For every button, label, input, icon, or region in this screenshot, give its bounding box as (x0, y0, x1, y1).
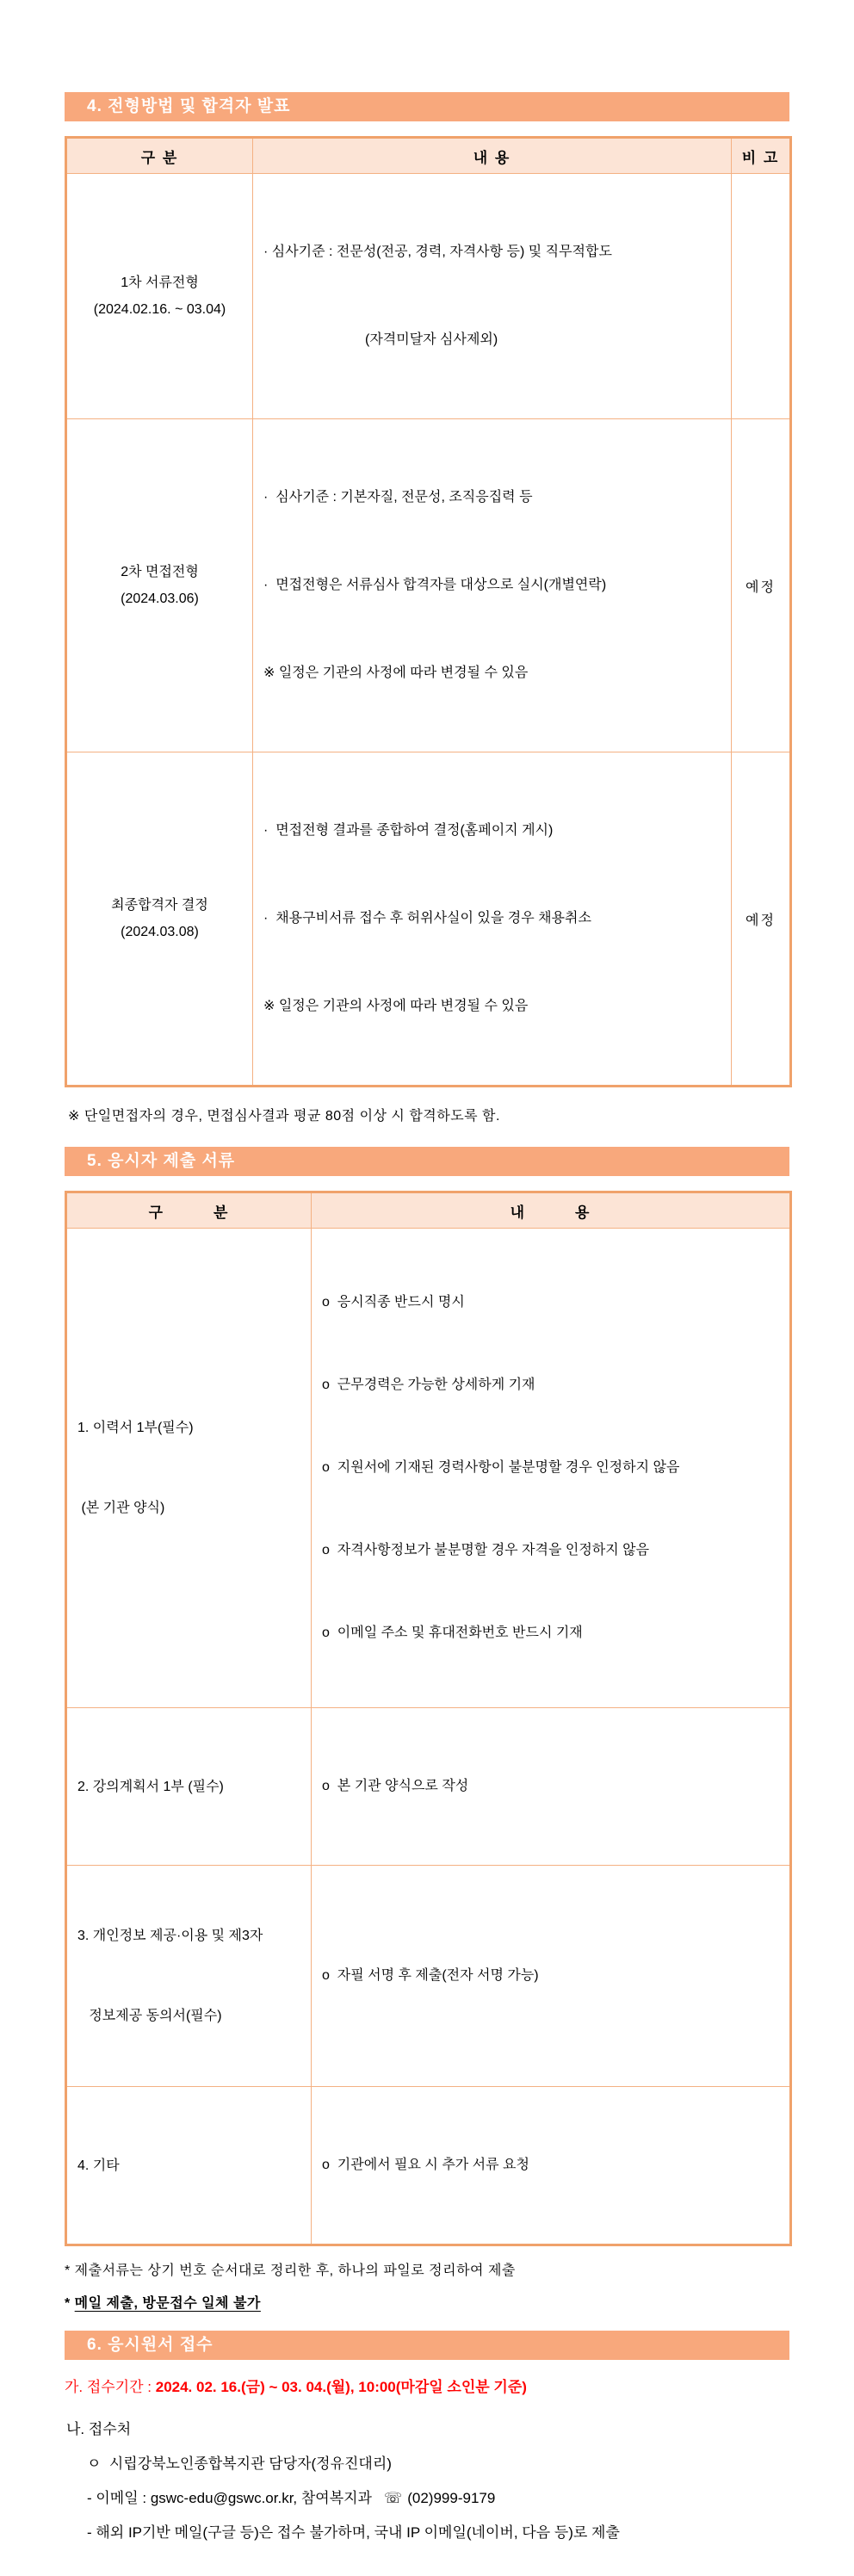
content-line: · 심사기준 : 전문성(전공, 경력, 자격사항 등) 및 직무적합도 (263, 245, 612, 259)
submission-note-1: * 제출서류는 상기 번호 순서대로 정리한 후, 하나의 파일로 정리하여 제출 (65, 2263, 516, 2278)
reception-contact-line: ㅇ 시립강북노인종합복지관 담당자(정유진대리) (87, 2455, 392, 2472)
reception-email-line (87, 2486, 789, 2507)
selection-method-table (65, 136, 792, 1087)
content-line: o 본 기관 양식으로 작성 (322, 1779, 469, 1793)
section5-header-bar (65, 1147, 789, 1176)
content-line: o 자필 서명 후 제출(전자 서명 가능) (322, 1968, 539, 1983)
content-line: o 기관에서 필요 시 추가 서류 요청 (322, 2158, 529, 2172)
column-header-category: 구 분 (66, 138, 253, 174)
content-line: o 근무경력은 가능한 상세하게 기재 (322, 1378, 535, 1392)
category-line: (2024.02.16. ~ 03.04) (93, 302, 226, 317)
table-row (66, 1229, 791, 1708)
telephone-icon: ☏ (383, 2490, 403, 2506)
category-line: 1. 이력서 1부(필수) (77, 1421, 194, 1435)
content-cell (312, 1708, 791, 1866)
category-line: 정보제공 동의서(필수) (77, 2009, 222, 2023)
content-line: (자격미달자 심사제외) (365, 332, 498, 347)
phone-number: (02)999-9179 (407, 2490, 496, 2506)
table-row (66, 419, 791, 752)
content-line: o 응시직종 반드시 명시 (322, 1295, 465, 1310)
remark-cell (732, 174, 791, 419)
content-line: o 자격사항정보가 불분명할 경우 자격을 인정하지 않음 (322, 1543, 650, 1557)
column-header-content: 내 용 (253, 138, 732, 174)
content-line: o 이메일 주소 및 휴대전화번호 반드시 기재 (322, 1625, 583, 1640)
content-cell (312, 1229, 791, 1708)
table-row (66, 174, 791, 419)
category-cell (66, 1866, 312, 2087)
category-line: 1차 서류전형 (121, 276, 199, 290)
category-line: 4. 기타 (77, 2158, 120, 2173)
category-line: 3. 개인정보 제공·이용 및 제3자 (77, 1929, 263, 1943)
category-line: (2024.03.06) (121, 591, 199, 606)
category-cell (66, 174, 253, 419)
overseas-ip-note-line: - 해외 IP기반 메일(구글 등)은 접수 불가하며, 국내 IP 이메일(네이버, 다음 등)로 제출 (87, 2524, 620, 2541)
category-cell (66, 1708, 312, 1866)
content-cell (253, 419, 732, 752)
section6-header-bar (65, 2331, 789, 2360)
column-header-remark: 비 고 (732, 138, 791, 174)
content-line: ※ 일정은 기관의 사정에 따라 변경될 수 있음 (263, 999, 529, 1013)
email-text: - 이메일 : gswc-edu@gswc.or.kr, 참여복지과 (87, 2490, 372, 2506)
content-cell (312, 1866, 791, 2087)
note-asterisk: * (65, 2296, 75, 2311)
section6-title: 6. 응시원서 접수 (87, 2336, 214, 2354)
category-line: 2차 면접전형 (121, 565, 199, 579)
category-line: 2. 강의계획서 1부 (필수) (77, 1779, 224, 1794)
table-row (66, 1866, 791, 2087)
content-line: o 지원서에 기재된 경력사항이 불분명할 경우 인정하지 않음 (322, 1460, 680, 1475)
category-cell (66, 752, 253, 1087)
content-line: · 면접전형 결과를 종합하여 결정(홈페이지 게시) (263, 823, 554, 838)
category-cell (66, 2087, 312, 2245)
period-label: 가. 접수기간 : (65, 2379, 156, 2395)
column-header-content: 내 용 (312, 1192, 791, 1229)
section4-title: 4. 전형방법 및 합격자 발표 (87, 97, 291, 115)
table-row (66, 752, 791, 1087)
remark-cell: 예정 (732, 419, 791, 752)
content-cell (312, 2087, 791, 2245)
table-row (66, 2087, 791, 2245)
submission-note-2 (65, 2292, 789, 2312)
section4-footnote: ※ 단일면접자의 경우, 면접심사결과 평균 80점 이상 시 합격하도록 함. (68, 1109, 500, 1124)
content-line: · 채용구비서류 접수 후 허위사실이 있을 경우 채용취소 (263, 911, 591, 926)
category-line: 최종합격자 결정 (111, 898, 208, 913)
table-header-row (66, 138, 791, 174)
reception-period-line (65, 2375, 789, 2396)
content-line: · 심사기준 : 기본자질, 전문성, 조직응집력 등 (263, 490, 533, 505)
no-mail-no-visit-note: 메일 제출, 방문접수 일체 불가 (74, 2296, 261, 2311)
category-cell (66, 1229, 312, 1708)
content-line: · 면접전형은 서류심사 합격자를 대상으로 실시(개별연락) (263, 578, 607, 592)
content-cell (253, 174, 732, 419)
category-line: (본 기관 양식) (77, 1501, 165, 1515)
table-header-row (66, 1192, 791, 1229)
reception-place-label: 나. 접수처 (66, 2421, 132, 2437)
section4-header-bar (65, 92, 789, 121)
category-cell (66, 419, 253, 752)
section5-title: 5. 응시자 제출 서류 (87, 1152, 236, 1170)
category-line: (2024.03.08) (121, 925, 199, 939)
table-row (66, 1708, 791, 1866)
content-cell (253, 752, 732, 1087)
content-line: ※ 일정은 기관의 사정에 따라 변경될 수 있음 (263, 666, 529, 680)
column-header-category: 구 분 (66, 1192, 312, 1229)
submission-documents-table (65, 1191, 792, 2246)
period-value: 2024. 02. 16.(금) ~ 03. 04.(월), 10:00(마감일 소인분 기준) (155, 2379, 527, 2395)
remark-cell: 예정 (732, 752, 791, 1087)
